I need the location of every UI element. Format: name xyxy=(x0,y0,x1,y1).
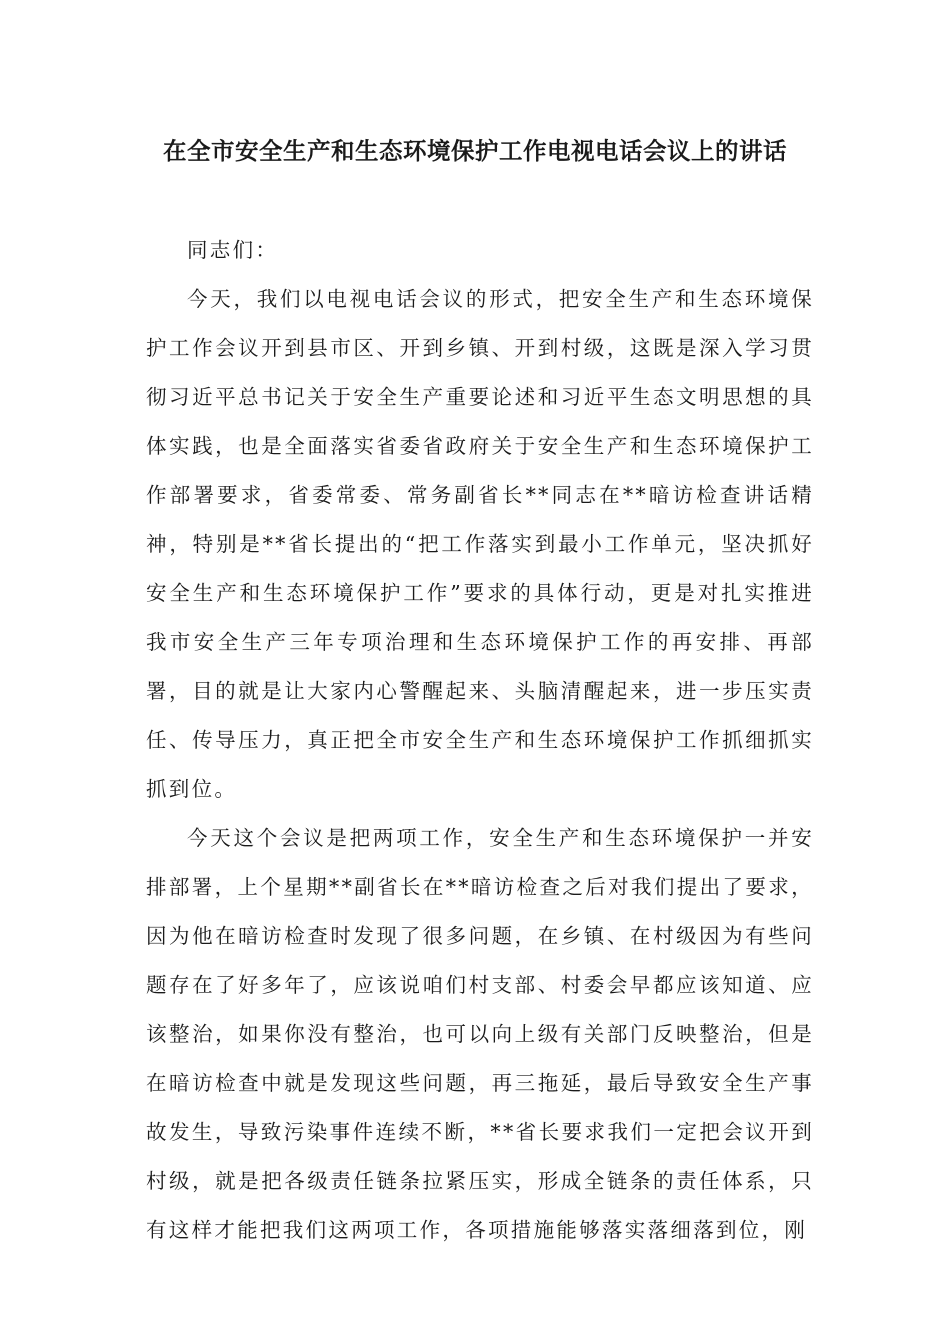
document-title: 在全市安全生产和生态环境保护工作电视电话会议上的讲话 xyxy=(163,137,787,165)
salutation: 同志们： xyxy=(187,238,279,262)
document-body xyxy=(146,226,814,1255)
paragraph-2: 今天这个会议是把两项工作，安全生产和生态环境保护一并安排部署，上个星期**副省长在**暗访检查之后对我们提出了要求，因为他在暗访检查时发现了很多问题，在乡镇、在村级因为有些问题存在了好多年了，应该说咱们村支部、村委会早都应该知道、应该整治，如果你没有整治，也可以向上级有关部门反映整治，但是在暗访检查中就是发现这些问题，再三拖延，最后导致安全生产事故发生，导致污染事件连续不断，**省长要求我们一定把会议开到村级，就是把各级责任链条拉紧压实，形成全链条的责任体系，只有这样才能把我们这两项工作，各项措施能够落实落细落到位，刚 xyxy=(146,826,814,1242)
paragraph-1: 今天，我们以电视电话会议的形式，把安全生产和生态环境保护工作会议开到县市区、开到乡镇、开到村级，这既是深入学习贯彻习近平总书记关于安全生产重要论述和习近平生态文明思想的具体实践，也是全面落实省委省政府关于安全生产和生态环境保护工作部署要求，省委常委、常务副省长**同志在**暗访检查讲话精神，特别是**省长提出的“把工作落实到最小工作单元，坚决抓好安全生产和生态环境保护工作”要求的具体行动，更是对扎实推进我市安全生产三年专项治理和生态环境保护工作的再安排、再部署，目的就是让大家内心警醒起来、头脑清醒起来，进一步压实责任、传导压力，真正把全市安全生产和生态环境保护工作抓细抓实抓到位。 xyxy=(146,287,814,801)
